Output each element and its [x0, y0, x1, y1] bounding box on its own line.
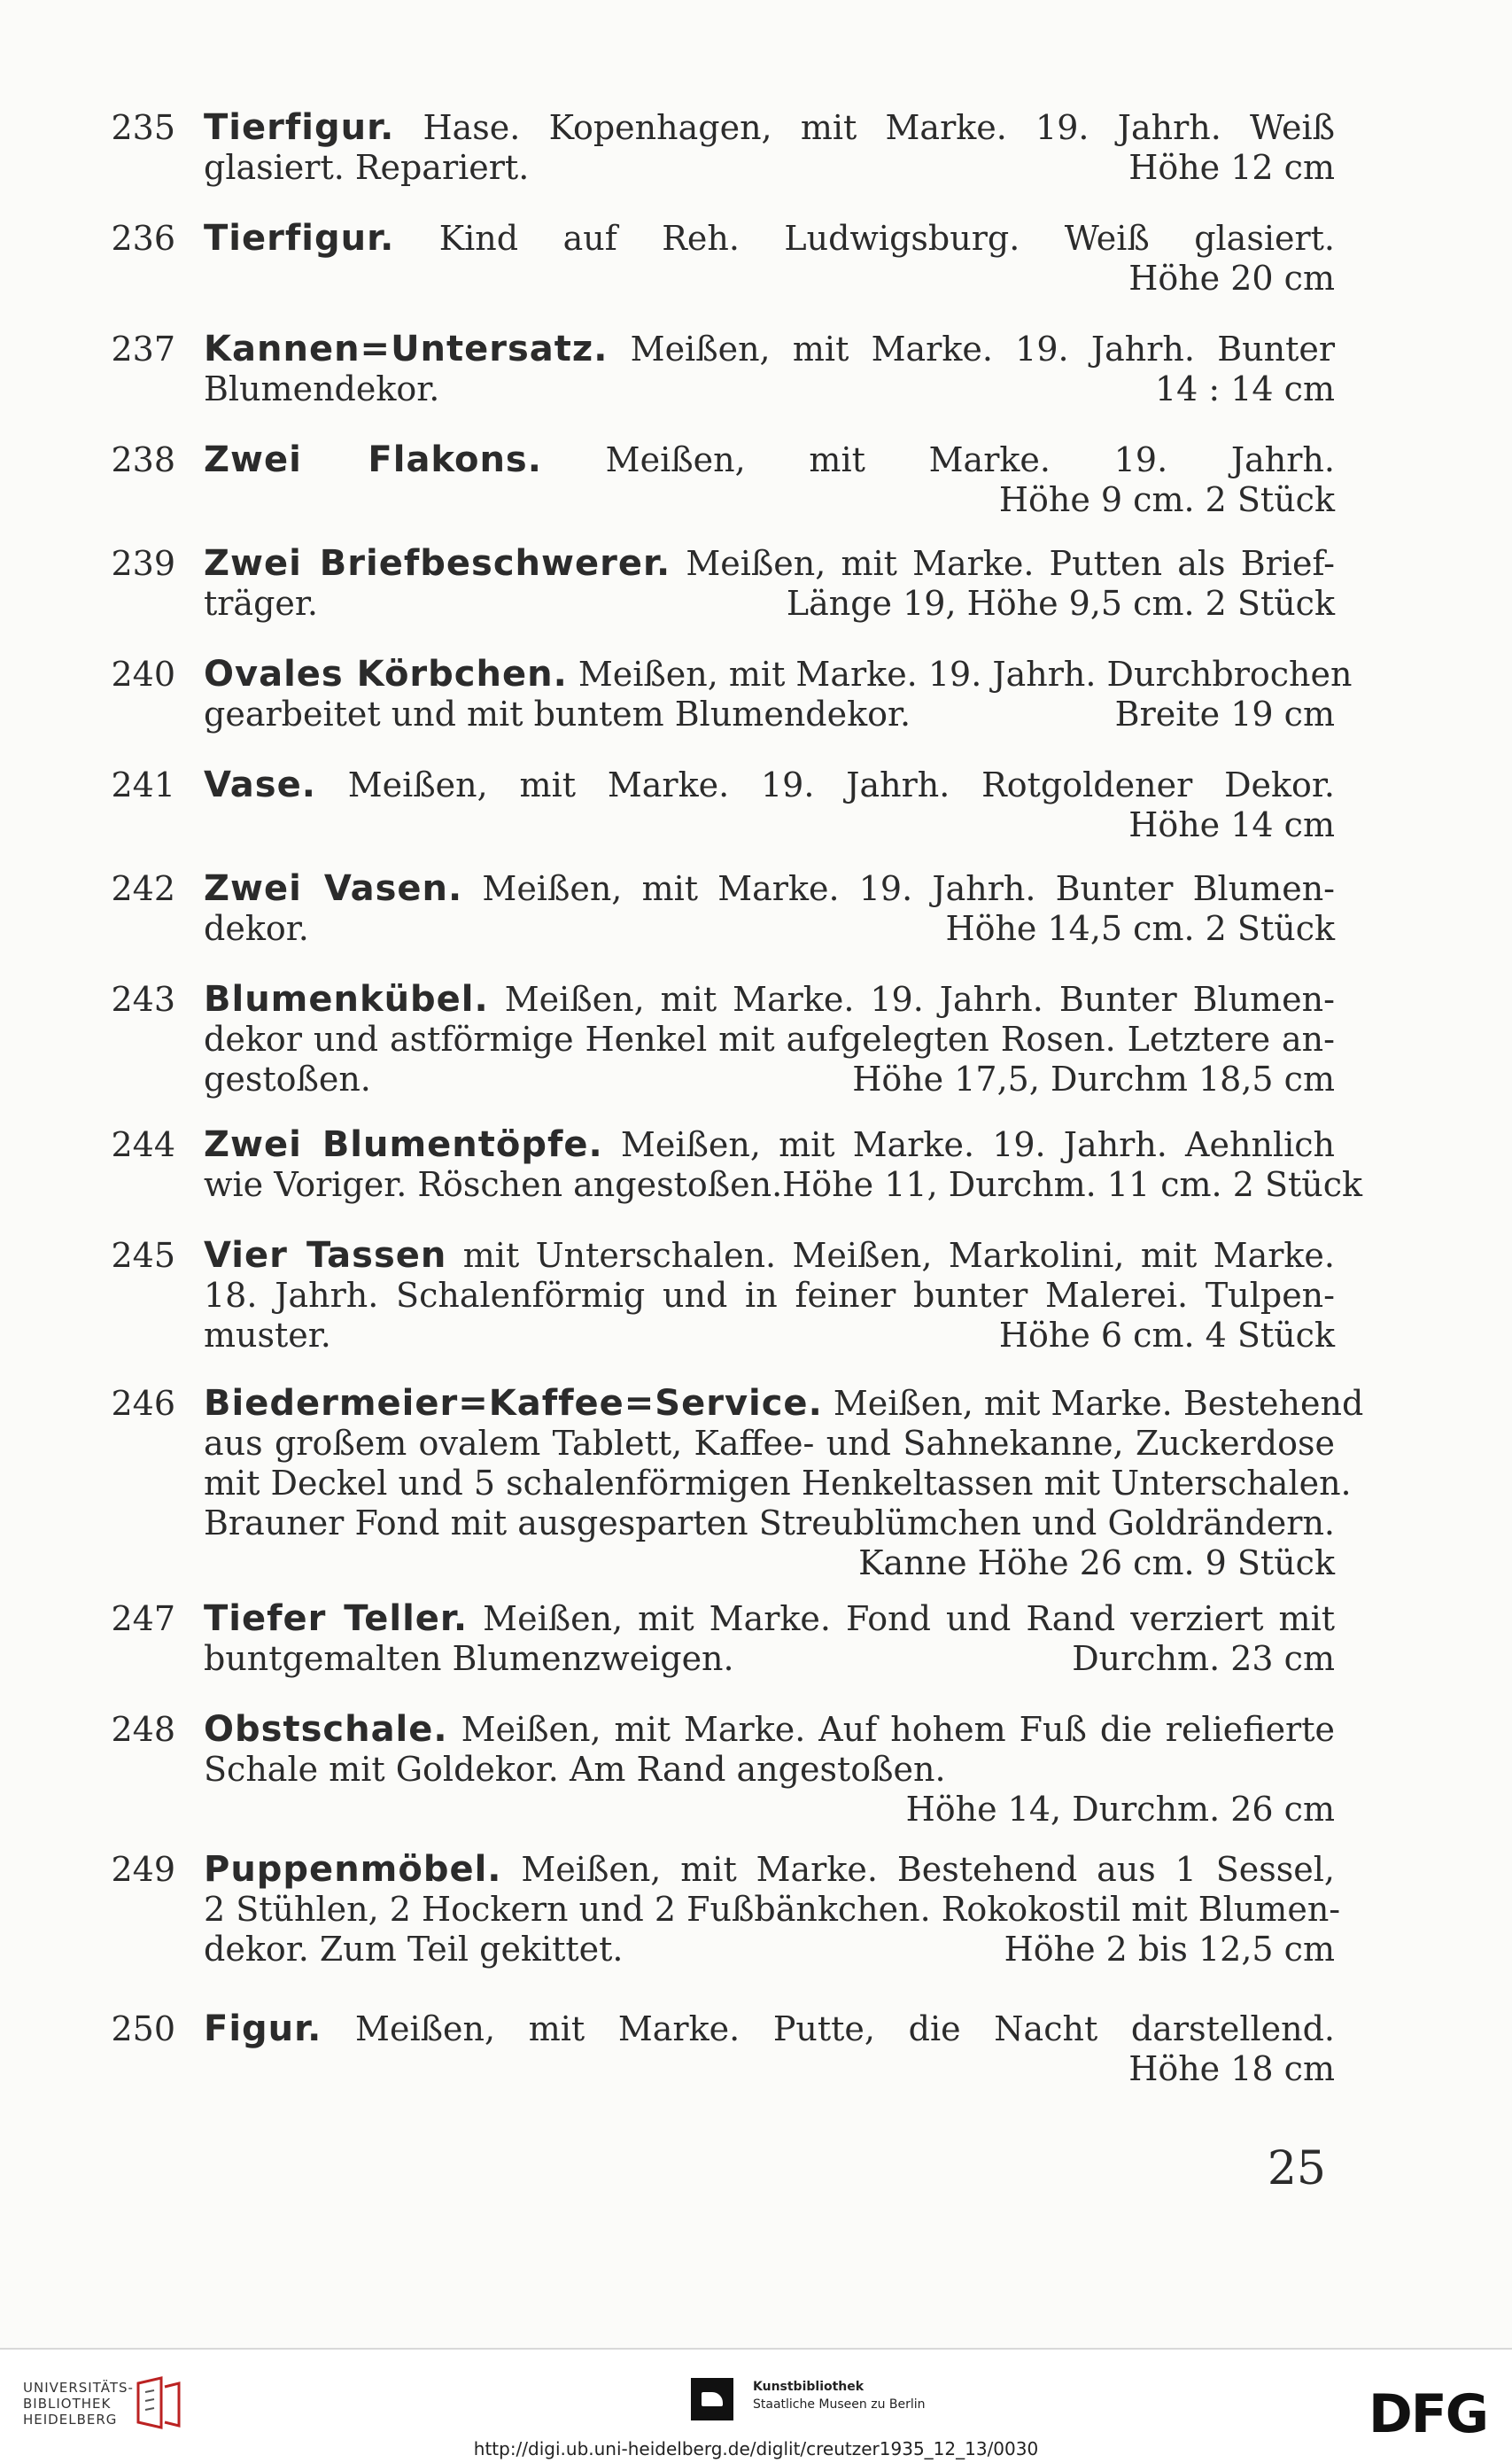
entry-text	[204, 1124, 1363, 1205]
kunstbibliothek-label	[753, 2378, 926, 2413]
entry-line-with-dimensions	[204, 1930, 1335, 1970]
entry-first-line	[204, 108, 1335, 148]
ub-heidelberg-logo-icon	[135, 2374, 182, 2431]
entry-line-with-dimensions	[204, 1165, 1363, 1205]
entry-text	[204, 980, 1335, 1099]
entry-text	[204, 1383, 1364, 1583]
entry-line: aus großem ovalem Tablett, Kaffee- und Sahnekanne, Zuckerdose	[204, 1424, 1335, 1463]
entry-title: Zwei Briefbeschwerer.	[204, 543, 671, 584]
entry-first-line	[204, 544, 1335, 584]
entry-title: Ovales Körbchen.	[204, 654, 568, 695]
entry-description: Meißen, mit Marke. 19. Jahrh. Rotgoldener Dekor.	[315, 765, 1335, 804]
entry-first-line	[204, 1710, 1335, 1750]
entry-line-with-dimensions	[204, 1316, 1335, 1356]
entry-line-text: dekor. Zum Teil gekittet.	[204, 1930, 624, 1969]
entry-line: 2 Stühlen, 2 Hockern und 2 Fußbänkchen. Rokokostil mit Blumen-	[204, 1890, 1341, 1929]
entry-title: Vase.	[204, 765, 316, 805]
ub-heidelberg-label	[23, 2380, 134, 2428]
entry-dimensions: Kanne Höhe 26 cm. 9 Stück	[858, 1543, 1335, 1582]
entry-dimensions: Höhe 14,5 cm. 2 Stück	[945, 909, 1335, 948]
library-line-3: HEIDELBERG	[23, 2412, 118, 2428]
entry-number: 237	[111, 330, 175, 369]
entry-number: 245	[111, 1236, 175, 1275]
entry-line-text: buntgemalten Blumenzweigen.	[204, 1639, 734, 1678]
entry-dimensions: Höhe 17,5, Durchm 18,5 cm	[852, 1060, 1335, 1099]
entry-dimensions: Höhe 2 bis 12,5 cm	[1004, 1930, 1335, 1969]
entry-number: 243	[111, 980, 175, 1019]
entry-text	[204, 1849, 1341, 1970]
digital-url[interactable]: http://digi.ub.uni-heidelberg.de/diglit/creutzer1935_12_13/0030	[473, 2438, 1039, 2459]
entry-description: Hase. Kopenhagen, mit Marke. 19. Jahrh. Weiß	[394, 108, 1335, 147]
entry-title: Tierfigur.	[204, 218, 395, 259]
entry-first-line	[204, 1125, 1335, 1165]
entry-text	[204, 654, 1353, 734]
entry-text	[204, 765, 1335, 845]
entry-number: 240	[111, 655, 175, 694]
entry-text	[204, 869, 1335, 949]
entry-number: 236	[111, 219, 175, 258]
entry-line-text: dekor.	[204, 909, 309, 948]
entry-first-line	[204, 2009, 1335, 2049]
entry-dimensions: Höhe 18 cm	[1128, 2049, 1335, 2088]
entry-text	[204, 2009, 1335, 2089]
entry-number: 249	[111, 1850, 175, 1889]
entry-text	[204, 544, 1335, 624]
entry-dimensions: Höhe 11, Durchm. 11 cm. 2 Stück	[782, 1165, 1363, 1204]
entry-text	[204, 108, 1335, 188]
library-line-2: BIBLIOTHEK	[23, 2396, 112, 2412]
entry-line-with-dimensions	[204, 148, 1335, 188]
entry-line-text: gearbeitet und mit buntem Blumendekor.	[204, 695, 911, 734]
entry-first-line	[204, 869, 1335, 909]
entry-title: Biedermeier=Kaffee=Service.	[204, 1383, 823, 1424]
entry-line: 18. Jahrh. Schalenförmig und in feiner bunter Malerei. Tulpen-	[204, 1276, 1335, 1315]
entry-dimensions: Höhe 20 cm	[1128, 259, 1335, 298]
entry-dimensions: Höhe 14, Durchm. 26 cm	[905, 1790, 1335, 1829]
entry-text	[204, 330, 1335, 409]
footer-bar	[0, 2348, 1512, 2463]
entry-dimensions: Höhe 12 cm	[1128, 148, 1335, 187]
entry-title: Zwei Flakons.	[204, 439, 542, 480]
entry-title: Tiefer Teller.	[204, 1598, 469, 1639]
entry-dimensions: Höhe 14 cm	[1128, 805, 1335, 844]
entry-title: Vier Tassen	[204, 1235, 447, 1276]
entry-line-text: Blumendekor.	[204, 369, 440, 408]
entry-line-with-dimensions	[204, 695, 1335, 734]
entry-description: Meißen, mit Marke. Putte, die Nacht darstellend.	[322, 2009, 1335, 2048]
entry-line-with-dimensions	[204, 1060, 1335, 1099]
kunstbibliothek-logo-icon	[691, 2378, 733, 2420]
entry-first-line	[204, 980, 1335, 1020]
entry-first-line	[204, 654, 1353, 695]
entry-text	[204, 219, 1335, 299]
entry-number: 239	[111, 544, 175, 583]
kunst-title: Kunstbibliothek	[753, 2380, 865, 2394]
entry-description: Meißen, mit Marke. Bestehend	[822, 1384, 1364, 1423]
entry-title: Obstschale.	[204, 1709, 448, 1750]
entry-line-text: wie Voriger. Röschen angestoßen.	[204, 1165, 783, 1204]
entry-description: Meißen, mit Marke. 19. Jahrh. Bunter	[608, 330, 1335, 369]
entry-dimensions: 14 : 14 cm	[1154, 369, 1335, 408]
entry-first-line	[204, 440, 1335, 480]
entry-dimensions: Breite 19 cm	[1114, 695, 1335, 734]
entry-first-line	[204, 1383, 1364, 1424]
entry-number: 241	[111, 765, 175, 804]
entry-line: mit Deckel und 5 schalenförmigen Henkeltassen mit Unterschalen.	[204, 1464, 1352, 1503]
entry-description: Meißen, mit Marke. 19. Jahrh. Aehnlich	[602, 1125, 1335, 1164]
entry-title: Tierfigur.	[204, 107, 395, 148]
dfg-logo: DFG	[1368, 2383, 1487, 2445]
entry-line: Brauner Fond mit ausgesparten Streublümchen und Goldrändern.	[204, 1503, 1335, 1542]
entry-line-text: träger.	[204, 584, 318, 623]
entry-first-line	[204, 1850, 1335, 1890]
entry-number: 244	[111, 1125, 175, 1164]
entry-title: Zwei Blumentöpfe.	[204, 1124, 603, 1165]
entry-description: Meißen, mit Marke. Bestehend aus 1 Sessel,	[501, 1850, 1335, 1889]
kunst-subtitle: Staatliche Museen zu Berlin	[753, 2397, 926, 2412]
entry-title: Figur.	[204, 2008, 322, 2049]
entry-description: Meißen, mit Marke. 19. Jahrh. Durchbrochen	[567, 655, 1353, 694]
entry-description: Meißen, mit Marke. Putten als Brief-	[671, 544, 1335, 583]
entry-number: 242	[111, 869, 175, 908]
entry-first-line	[204, 1599, 1335, 1639]
entry-text	[204, 1599, 1335, 1679]
entry-first-line	[204, 330, 1335, 369]
entry-dimensions: Länge 19, Höhe 9,5 cm. 2 Stück	[786, 584, 1335, 623]
entry-line: dekor und astförmige Henkel mit aufgelegten Rosen. Letztere an-	[204, 1020, 1335, 1059]
library-line-1: UNIVERSITÄTS-	[23, 2380, 134, 2396]
entry-first-line	[204, 219, 1335, 259]
entry-text	[204, 440, 1335, 520]
entry-text	[204, 1236, 1335, 1356]
entry-description: Meißen, mit Marke. 19. Jahrh. Bunter Blumen-	[462, 869, 1336, 908]
entry-description: mit Unterschalen. Meißen, Markolini, mit Marke.	[446, 1236, 1335, 1275]
entry-description: Kind auf Reh. Ludwigsburg. Weiß glasiert.	[394, 219, 1335, 258]
entry-number: 238	[111, 440, 175, 479]
entry-first-line	[204, 1236, 1335, 1276]
entry-title: Blumenkübel.	[204, 979, 489, 1020]
entry-dimensions: Höhe 6 cm. 4 Stück	[998, 1316, 1335, 1355]
entry-description: Meißen, mit Marke. 19. Jahrh.	[541, 440, 1335, 479]
entry-number: 247	[111, 1599, 175, 1638]
entry-dimensions: Höhe 9 cm. 2 Stück	[998, 480, 1335, 519]
entry-description: Meißen, mit Marke. 19. Jahrh. Bunter Blumen-	[488, 980, 1335, 1019]
entry-dimensions: Durchm. 23 cm	[1072, 1639, 1335, 1678]
entry-line-with-dimensions	[204, 1639, 1335, 1679]
entry-number: 248	[111, 1710, 175, 1749]
entry-description: Meißen, mit Marke. Auf hohem Fuß die reliefierte	[447, 1710, 1335, 1749]
entry-line-with-dimensions	[204, 909, 1335, 949]
entry-line-text: muster.	[204, 1316, 331, 1355]
entry-first-line	[204, 765, 1335, 805]
entry-line-with-dimensions	[204, 369, 1335, 409]
entry-title: Puppenmöbel.	[204, 1849, 502, 1890]
entry-description: Meißen, mit Marke. Fond und Rand verziert mit	[468, 1599, 1335, 1638]
entry-line: Schale mit Goldekor. Am Rand angestoßen.	[204, 1750, 946, 1789]
entry-number: 246	[111, 1384, 175, 1423]
entry-line-with-dimensions	[204, 584, 1335, 624]
page-number: 25	[1267, 2142, 1326, 2195]
entry-line-text: gestoßen.	[204, 1060, 371, 1099]
entry-title: Zwei Vasen.	[204, 868, 463, 909]
entry-number: 250	[111, 2009, 175, 2048]
entry-text	[204, 1710, 1335, 1830]
entry-number: 235	[111, 108, 175, 147]
entry-line-text: glasiert. Repariert.	[204, 148, 530, 187]
entry-title: Kannen=Untersatz.	[204, 329, 609, 369]
